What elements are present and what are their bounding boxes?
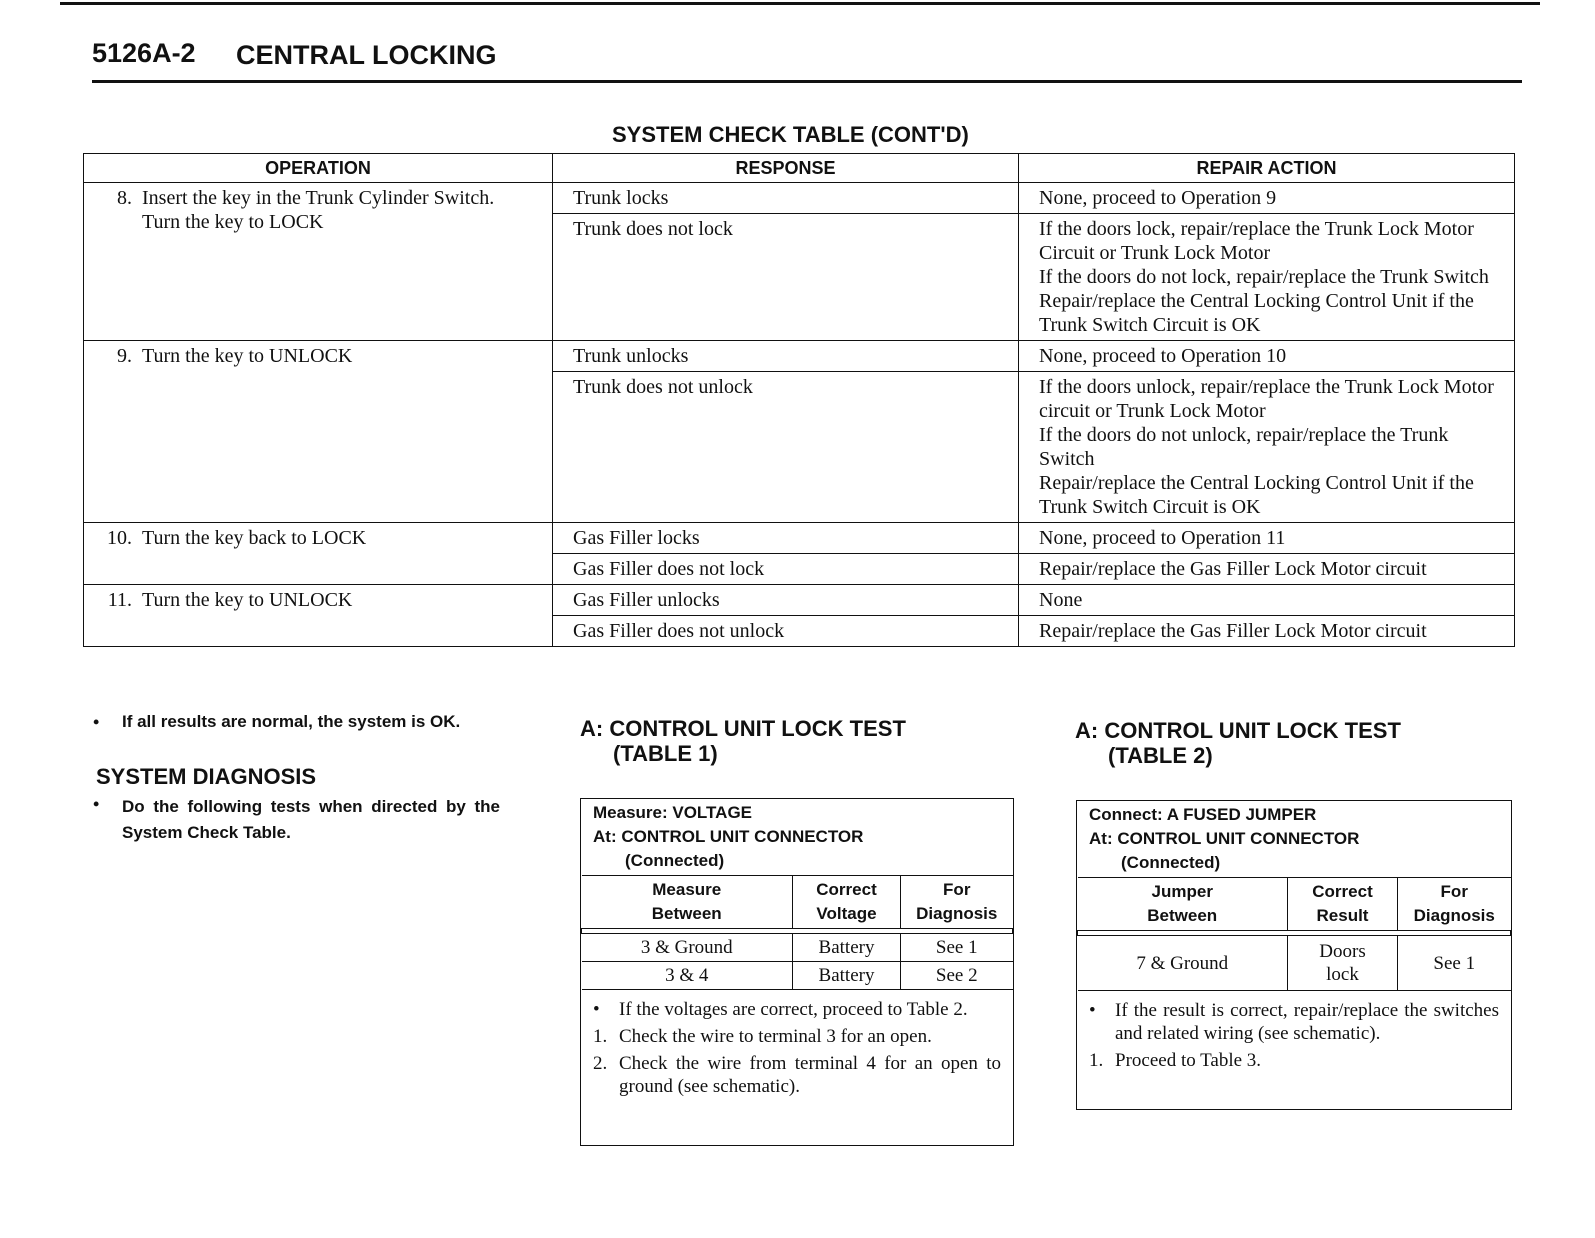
repair-action-cell xyxy=(1019,341,1515,372)
list-item: 2. Check the wire from terminal 4 for an open to ground (see schematic). xyxy=(593,1053,1001,1097)
table2-condition: (Connected) xyxy=(1121,853,1221,872)
table1-cell: See 2 xyxy=(901,962,1013,990)
operation-number: 11. xyxy=(107,589,132,611)
list-item: • If the result is correct, repair/replace the switches and related wiring (see schematic). xyxy=(1089,1000,1499,1044)
table1-measure: Measure: VOLTAGE xyxy=(593,803,753,822)
repair-action-line: If the doors do not lock, repair/replace the Trunk Switch xyxy=(1039,266,1489,288)
operation-text: Insert the key in the Trunk Cylinder Switch. Turn the key to LOCK xyxy=(142,187,495,233)
table1-cell: 3 & Ground xyxy=(582,934,793,962)
repair-action-line: Repair/replace the Central Locking Control Unit if the Trunk Switch Circuit is OK xyxy=(1039,472,1474,518)
system-diagnosis-title: SYSTEM DIAGNOSIS xyxy=(96,764,317,789)
repair-action-line: If the doors do not unlock, repair/replace the Trunk Switch xyxy=(1039,424,1449,470)
table2-cell: See 1 xyxy=(1398,936,1511,991)
page-title: CENTRAL LOCKING xyxy=(236,40,497,70)
repair-action-cell xyxy=(1019,183,1515,214)
table2-box xyxy=(1076,800,1512,1110)
repair-action-line: Repair/replace the Central Locking Control Unit if the Trunk Switch Circuit is OK xyxy=(1039,290,1474,336)
list-item: 1. Proceed to Table 3. xyxy=(1089,1050,1262,1071)
operation-number: 10. xyxy=(107,527,132,549)
operation-number: 8. xyxy=(117,187,132,209)
table1-cell: 3 & 4 xyxy=(582,962,793,990)
list-item: • If the voltages are correct, proceed to Table 2. xyxy=(593,999,968,1020)
page-number: 5126A-2 xyxy=(92,38,196,68)
repair-action-cell xyxy=(1019,585,1515,616)
table1-location: At: CONTROL UNIT CONNECTOR xyxy=(593,827,864,846)
page-header xyxy=(92,38,1522,83)
table2-location: At: CONTROL UNIT CONNECTOR xyxy=(1089,829,1360,848)
bullet-icon: • xyxy=(93,712,100,732)
response-cell: Gas Filler unlocks xyxy=(553,585,1019,616)
operation-cell xyxy=(84,183,553,341)
table1-title-line2: (TABLE 1) xyxy=(613,741,718,766)
table2-notes xyxy=(1077,991,1511,1082)
table2-header xyxy=(1077,801,1511,877)
table2-col-for-diagnosis: For Diagnosis xyxy=(1398,878,1511,931)
list-item: 1. Check the wire to terminal 3 for an open. xyxy=(593,1026,932,1047)
bullet-icon: • xyxy=(93,794,100,814)
operation-text: Turn the key to UNLOCK xyxy=(142,345,353,367)
table2-grid xyxy=(1077,877,1511,991)
response-cell: Trunk does not lock xyxy=(553,214,1019,341)
table-row xyxy=(582,962,1013,990)
table-row xyxy=(84,523,1515,554)
operation-number: 9. xyxy=(117,345,132,367)
column-header-operation: OPERATION xyxy=(84,154,553,183)
system-check-table-title: SYSTEM CHECK TABLE (CONT'D) xyxy=(612,122,969,147)
repair-action-line: None, proceed to Operation 9 xyxy=(1039,187,1277,209)
table2-title xyxy=(1075,718,1401,768)
table1-title-line1: A: CONTROL UNIT LOCK TEST xyxy=(580,716,906,741)
table-row xyxy=(84,585,1515,616)
operation-text: Turn the key back to LOCK xyxy=(142,527,367,549)
table2-col-correct-result: Correct Result xyxy=(1288,878,1398,931)
response-cell: Gas Filler does not unlock xyxy=(553,616,1019,647)
response-cell: Trunk unlocks xyxy=(553,341,1019,372)
repair-action-cell xyxy=(1019,214,1515,341)
table1-notes xyxy=(581,990,1013,1108)
repair-action-cell xyxy=(1019,616,1515,647)
column-header-response: RESPONSE xyxy=(553,154,1019,183)
table2-connect: Connect: A FUSED JUMPER xyxy=(1089,805,1317,824)
operation-cell xyxy=(84,341,553,523)
repair-action-line: Repair/replace the Gas Filler Lock Motor circuit xyxy=(1039,620,1427,642)
response-cell: Gas Filler does not lock xyxy=(553,554,1019,585)
response-cell: Trunk locks xyxy=(553,183,1019,214)
table1-condition: (Connected) xyxy=(625,851,725,870)
normal-result-note: If all results are normal, the system is OK. xyxy=(122,712,461,731)
table1-cell: Battery xyxy=(793,962,901,990)
repair-action-cell xyxy=(1019,523,1515,554)
column-header-repair-action: REPAIR ACTION xyxy=(1019,154,1515,183)
repair-action-line: If the doors lock, repair/replace the Trunk Lock Motor Circuit or Trunk Lock Motor xyxy=(1039,218,1474,264)
table1-box xyxy=(580,798,1014,1146)
table1-header xyxy=(581,799,1013,875)
table1-cell: Battery xyxy=(793,934,901,962)
system-diagnosis-note: Do the following tests when directed by the System Check Table. xyxy=(122,797,500,842)
table2-col-jumper-between: Jumper Between xyxy=(1078,878,1288,931)
repair-action-line: None, proceed to Operation 10 xyxy=(1039,345,1287,367)
table2-title-line2: (TABLE 2) xyxy=(1108,743,1213,768)
table-row xyxy=(84,341,1515,372)
repair-action-line: None, proceed to Operation 11 xyxy=(1039,527,1286,549)
table1-col-for-diagnosis: For Diagnosis xyxy=(901,876,1013,929)
response-cell: Gas Filler locks xyxy=(553,523,1019,554)
response-cell: Trunk does not unlock xyxy=(553,372,1019,523)
repair-action-line: None xyxy=(1039,589,1083,611)
table1-grid xyxy=(581,875,1013,990)
system-check-table xyxy=(83,153,1515,647)
operation-text: Turn the key to UNLOCK xyxy=(142,589,353,611)
table2-cell: 7 & Ground xyxy=(1078,936,1288,991)
table1-col-correct-voltage: Correct Voltage xyxy=(793,876,901,929)
repair-action-cell xyxy=(1019,372,1515,523)
table1-col-measure-between: Measure Between xyxy=(582,876,793,929)
table2-cell: Doors lock xyxy=(1288,936,1398,991)
table1-cell: See 1 xyxy=(901,934,1013,962)
repair-action-line: If the doors unlock, repair/replace the Trunk Lock Motor circuit or Trunk Lock Motor xyxy=(1039,376,1494,422)
table-row xyxy=(1078,936,1511,991)
repair-action-line: Repair/replace the Gas Filler Lock Motor circuit xyxy=(1039,558,1427,580)
repair-action-cell xyxy=(1019,554,1515,585)
operation-cell xyxy=(84,585,553,647)
top-rule xyxy=(60,2,1540,5)
table2-title-line1: A: CONTROL UNIT LOCK TEST xyxy=(1075,718,1401,743)
table-row xyxy=(582,934,1013,962)
operation-cell xyxy=(84,523,553,585)
table1-title xyxy=(580,716,906,766)
table-row xyxy=(84,183,1515,214)
